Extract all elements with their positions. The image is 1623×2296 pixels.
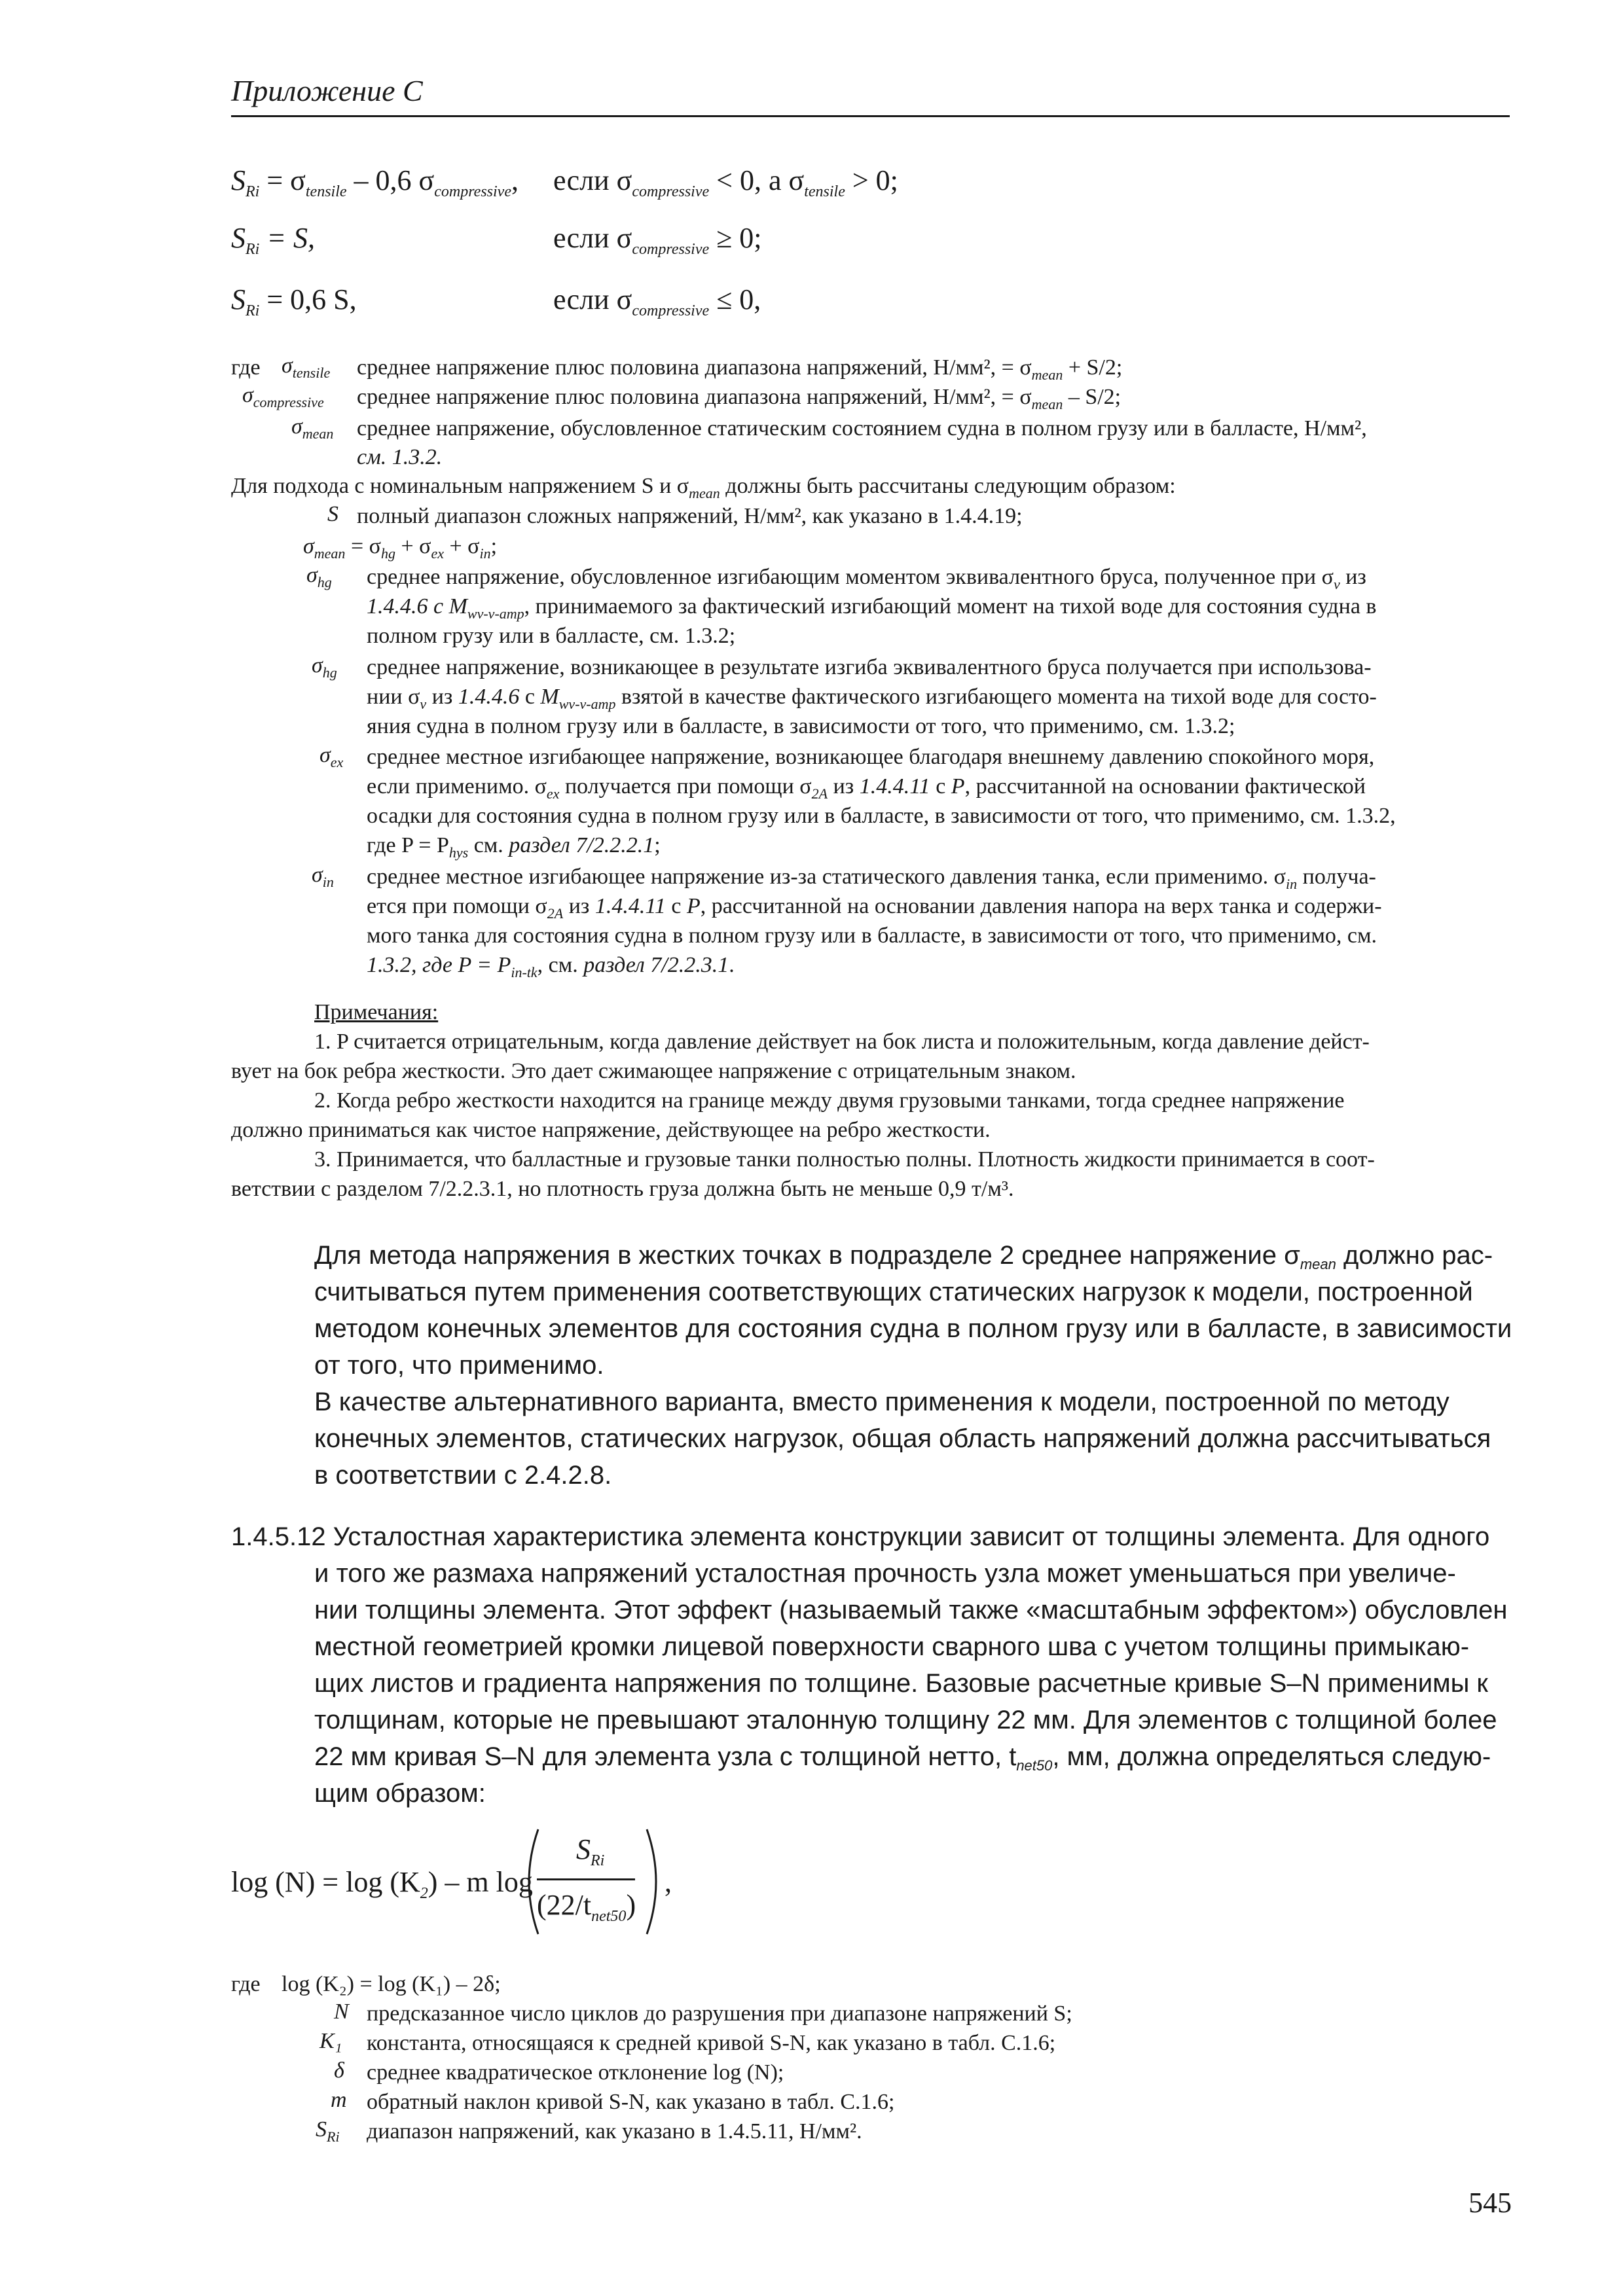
def-sigma-hg-2-symbol: $\sigma_{hg}$ [312, 653, 337, 681]
def-sigma-hg-1-line1: среднее напряжение, обусловленное изгибающим моментом эквивалентного бруса, полученное при $\sigma_v$ из [367, 565, 1366, 592]
def-sigma-hg-2-line3: яния судна в полном грузу или в балласте, в зависимости от того, что применимо, см. 1.3.2; [367, 714, 1235, 738]
where-label-3: где [231, 1972, 261, 1996]
para-alt-line1: В качестве альтернативного варианта, вместо применения к модели, построенной по методу [314, 1388, 1450, 1416]
log-formula-numerator: $S_{Ri}$ [576, 1833, 605, 1869]
def-sigma-tensile-text: среднее напряжение плюс половина диапазона напряжений, Н/мм², = $\sigma_{mean} + S/2$; [357, 355, 1123, 383]
section-line8: щим образом: [314, 1779, 486, 1808]
def3-delta-text: среднее квадратическое отклонение log (N); [367, 2060, 784, 2085]
def3-n-text: предсказанное число циклов до разрушения при диапазоне напряжений S; [367, 2001, 1072, 2026]
notes-title: Примечания: [314, 1000, 439, 1024]
def3-m-text: обратный наклон кривой S-N, как указано в табл. С.1.6; [367, 2090, 895, 2114]
nominal-intro: Для подхода с номинальным напряжением S и $\sigma_{mean}$ должны быть рассчитаны следующим образом: [231, 474, 1176, 501]
section-line3: нии толщины элемента. Этот эффект (называемый также «масштабным эффектом») обусловлен [314, 1596, 1508, 1624]
def-sigma-mean-symbol: $\sigma_{mean}$ [291, 414, 334, 442]
def-s-symbol: S [327, 502, 338, 526]
def-sigma-in-line1: среднее местное изгибающее напряжение из-за статического давления танка, если применимо. $\sigma_{in}$ получа- [367, 865, 1376, 892]
section-line7: 22 мм кривая S–N для элемента узла с толщиной нетто, $t_{net50}$, мм, должна определяться следую- [314, 1742, 1491, 1774]
def-sigma-mean-ref: см. 1.3.2. [357, 445, 443, 469]
def-sigma-hg-1-symbol: $\sigma_{hg}$ [306, 563, 332, 590]
def-sigma-hg-1-line3: полном грузу или в балласте, см. 1.3.2; [367, 624, 736, 648]
formula-sri-2: $S_{Ri} = S$, [231, 222, 316, 258]
para-hotspot-line3: методом конечных элементов для состояния судна в полном грузу или в балласте, в зависимости [314, 1314, 1512, 1343]
note-2-line1: 2. Когда ребро жесткости находится на границе между двумя грузовыми танками, тогда среднее напряжение [314, 1088, 1345, 1113]
section-line6: толщинам, которые не превышают эталонную толщину 22 мм. Для элементов с толщиной более [314, 1706, 1497, 1734]
log-formula-right-paren [642, 1826, 668, 1937]
sigma-mean-sum: $\sigma_{mean} = \sigma_{hg} + \sigma_{ex} + \sigma_{in}$; [303, 534, 498, 562]
section-line1: 1.4.5.12 Усталостная характеристика элемента конструкции зависит от толщины элемента. Для одного [231, 1522, 1490, 1551]
formula-sri-2-condition: если $\sigma_{compressive} \ge 0$; [553, 222, 762, 258]
def-sigma-ex-symbol: $\sigma_{ex}$ [319, 743, 344, 770]
log-formula-lhs: $\log (N) = \log (K_2) - m$ log [231, 1866, 533, 1902]
def3-k1-symbol: K₁ [319, 2029, 342, 2053]
section-line4: местной геометрией кромки лицевой поверхности сварного шва с учетом толщины примыкаю- [314, 1632, 1470, 1661]
para-hotspot-line2: считываться путем применения соответствующих статических нагрузок к модели, построенной [314, 1278, 1473, 1306]
def-sigma-ex-line2: если применимо. $\sigma_{ex}$ получается при помощи $\sigma_{2A}$ из 1.4.4.11 с P, рассчитанной на основании фактической [367, 774, 1366, 802]
def-sigma-compressive-symbol: $\sigma_{compressive}$ [242, 383, 324, 410]
def-sigma-in-line2: ется при помощи $\sigma_{2A}$ из 1.4.4.11 с P, рассчитанной на основании давления напора на верх танка и содержи- [367, 894, 1382, 922]
formula-sri-3-condition: если $\sigma_{compressive} \le 0$, [553, 283, 761, 319]
section-line5: щих листов и градиента напряжения по толщине. Базовые расчетные кривые S–N применимы к [314, 1669, 1488, 1698]
def-sigma-tensile-symbol: $\sigma_{tensile}$ [282, 353, 331, 381]
def3-sri-text: диапазон напряжений, как указано в 1.4.5.11, Н/мм². [367, 2119, 862, 2144]
para-alt-line2: конечных элементов, статических нагрузок, общая область напряжений должна рассчитываться [314, 1424, 1491, 1453]
formula-sri-1: $S_{Ri} = \sigma_{tensile} - 0,6$ $\sigma_{compressive}$, [231, 164, 519, 200]
note-3-line1: 3. Принимается, что балластные и грузовые танки полностью полны. Плотность жидкости принимается в соот- [314, 1147, 1375, 1172]
def-sigma-in-line4: 1.3.2, где $P = P_{in-tk}$, см. раздел 7/2.2.3.1. [367, 953, 735, 980]
log-formula-tail: , [665, 1866, 672, 1898]
note-3-line2: ветствии с разделом 7/2.2.3.1, но плотность груза должна быть не меньше 0,9 т/м³. [231, 1177, 1014, 1201]
def3-m-symbol: m [331, 2088, 347, 2112]
def-sigma-ex-line1: среднее местное изгибающее напряжение, возникающее благодаря внешнему давлению спокойного моря, [367, 745, 1375, 769]
def-sigma-hg-2-line1: среднее напряжение, возникающее в результате изгиба эквивалентного бруса получается при использова- [367, 655, 1372, 679]
def-sigma-mean-text: среднее напряжение, обусловленное статическим состоянием судна в полном грузу или в балласте, Н/мм², [357, 416, 1367, 440]
log-formula-fraction-bar [537, 1878, 635, 1880]
def-s-text: полный диапазон сложных напряжений, Н/мм², как указано в 1.4.4.19; [357, 504, 1023, 528]
def3-sri-symbol: $S_{Ri}$ [316, 2117, 340, 2145]
def-sigma-ex-line3: осадки для состояния судна в полном грузу или в балласте, в зависимости от того, что применимо, см. 1.3.2, [367, 804, 1396, 828]
where-label-1: где [231, 355, 261, 380]
section-line2: и того же размаха напряжений усталостная прочность узла может уменьшаться при увеличе- [314, 1559, 1456, 1588]
para-alt-line3: в соответствии с 2.4.2.8. [314, 1461, 612, 1490]
page-header-title: Приложение С [231, 74, 423, 107]
def3-logk2: log (K₂) = log (K₁) – 2δ; [282, 1972, 501, 1996]
header-rule [231, 115, 1510, 117]
note-1-line2: вует на бок ребра жесткости. Это дает сжимающее напряжение с отрицательным знаком. [231, 1059, 1076, 1083]
def3-n-symbol: N [334, 2000, 349, 2024]
def-sigma-hg-2-line2: нии $\sigma_v$ из 1.4.4.6 с $M_{wv-v-amp}$ взятой в качестве фактического изгибающего момента на тихой воде для состо- [367, 685, 1377, 712]
page-number: 545 [1468, 2187, 1512, 2219]
note-2-line2: должно приниматься как чистое напряжение, действующее на ребро жесткости. [231, 1118, 991, 1142]
para-hotspot-line4: от того, что применимо. [314, 1351, 604, 1380]
para-hotspot-line1: Для метода напряжения в жестких точках в подразделе 2 среднее напряжение $\sigma_{mean}$ должно рас- [314, 1241, 1493, 1272]
formula-sri-1-condition: если $\sigma_{compressive} < 0$, а $\sigma_{tensile} > 0$; [553, 164, 898, 200]
log-formula-denominator: $(22/t_{net50})$ [537, 1889, 636, 1925]
def-sigma-compressive-text: среднее напряжение плюс половина диапазона напряжений, Н/мм², = $\sigma_{mean} - S/2$; [357, 385, 1122, 412]
def-sigma-in-symbol: $\sigma_{in}$ [312, 863, 334, 890]
def-sigma-hg-1-line2: 1.4.4.6 с $M_{wv-v-amp}$, принимаемого за фактический изгибающий момент на тихой воде для состояния судна в [367, 594, 1377, 622]
formula-sri-3: $S_{Ri} = 0,6$ S, [231, 283, 357, 319]
def-sigma-in-line3: мого танка для состояния судна в полном грузу или в балласте, в зависимости от того, что применимо, см. [367, 924, 1377, 948]
def-sigma-ex-line4: где $P = P_{hys}$ см. раздел 7/2.2.2.1; [367, 833, 661, 861]
def3-delta-symbol: δ [334, 2058, 344, 2083]
def3-k1-text: константа, относящаяся к средней кривой S-N, как указано в табл. С.1.6; [367, 2031, 1056, 2055]
note-1-line1: 1. P считается отрицательным, когда давление действует на бок листа и положительным, когда давление дейст- [314, 1030, 1370, 1054]
